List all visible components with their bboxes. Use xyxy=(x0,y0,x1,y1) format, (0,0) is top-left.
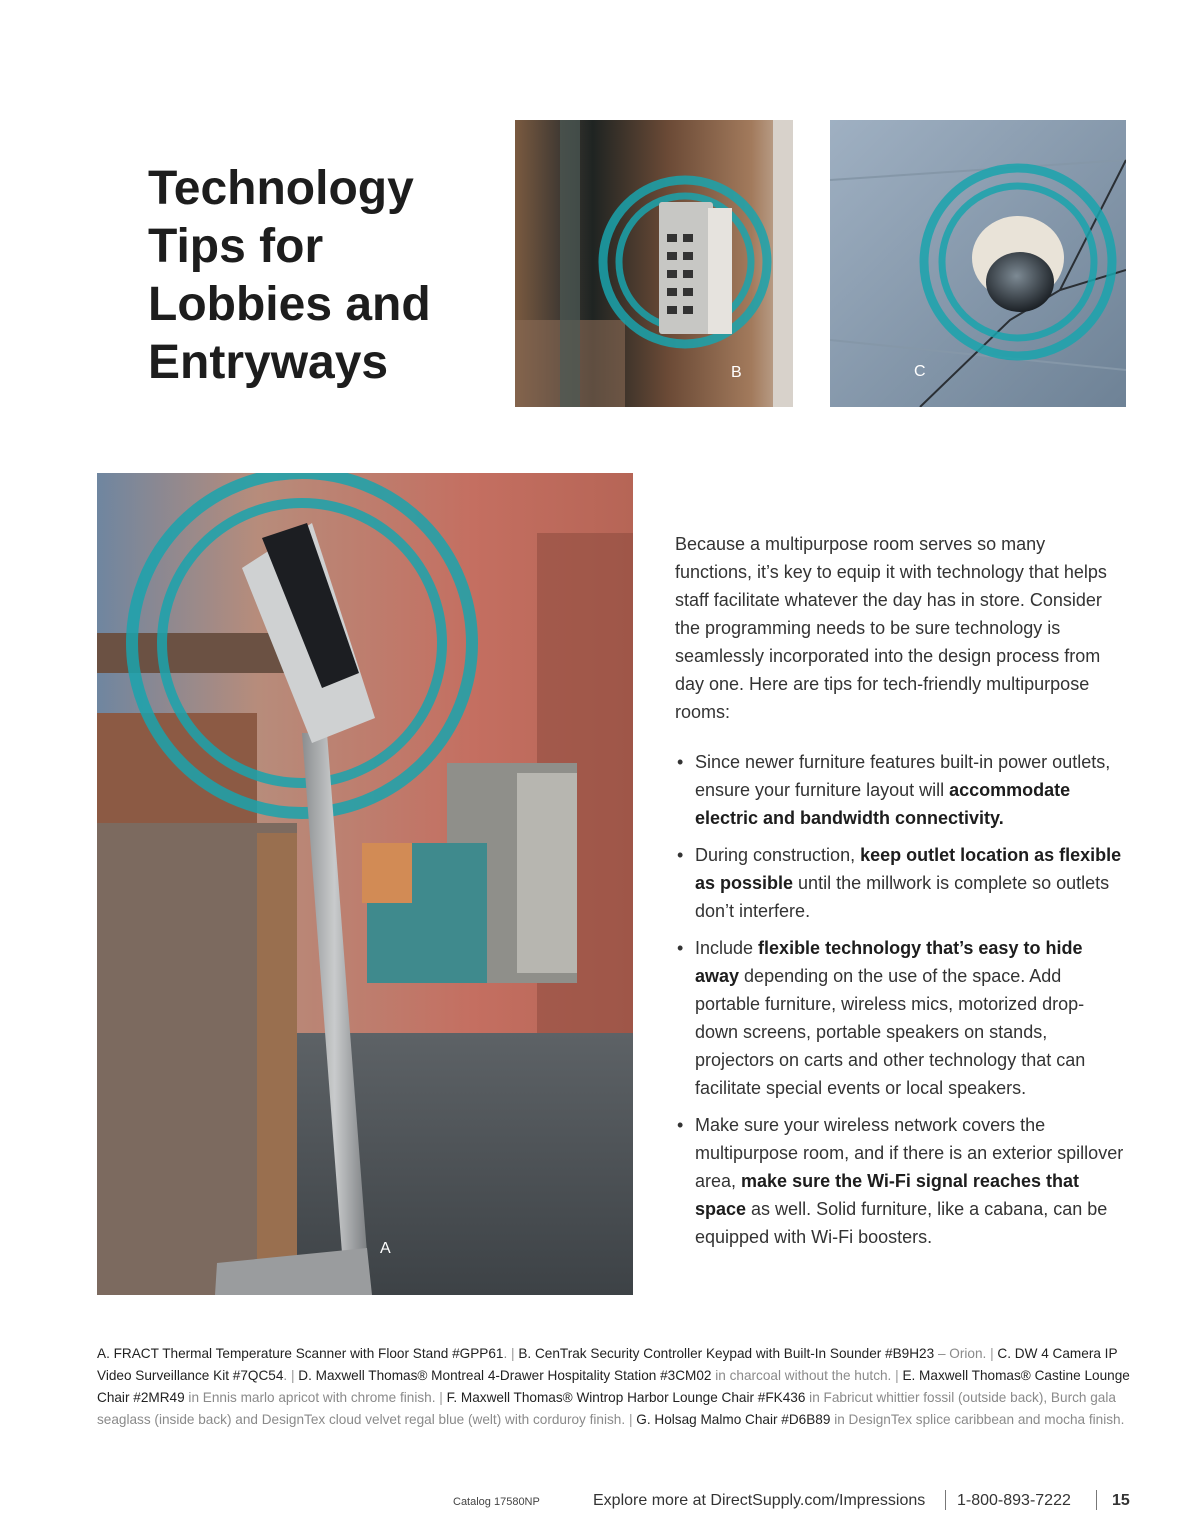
camera-photo xyxy=(830,120,1126,407)
caption-separator: | xyxy=(990,1346,994,1361)
footer-divider xyxy=(945,1490,946,1510)
caption-g-detail: in DesignTex splice caribbean and mocha finish. xyxy=(830,1412,1125,1427)
tip-text: as well. Solid furniture, like a cabana, can be equipped with Wi-Fi boosters. xyxy=(695,1199,1108,1247)
product-captions xyxy=(97,1343,1142,1431)
caption-g: G. Holsag Malmo Chair #D6B89 xyxy=(636,1412,831,1427)
tip-text: Make sure your wireless network covers the multipurpose room, and if there is an exterior spillover area, xyxy=(695,1115,1124,1191)
caption-separator: | xyxy=(628,1412,633,1427)
thermal-scanner-photo xyxy=(97,473,633,1295)
caption-a-detail: . xyxy=(503,1346,508,1361)
keypad-photo xyxy=(515,120,793,407)
caption-separator: | xyxy=(439,1390,443,1405)
title-line: Tips for xyxy=(148,220,324,273)
tip-item xyxy=(675,748,1125,832)
tip-text: depending on the use of the space. Add portable furniture, wireless mics, motorized drop-down screens, portable speakers on stands, projectors on carts and other technology that can facilitate special events or local speakers. xyxy=(695,966,1086,1098)
caption-separator: | xyxy=(290,1368,295,1383)
tip-item xyxy=(675,934,1125,1102)
caption-f: F. Maxwell Thomas® Wintrop Harbor Lounge Chair #FK436 xyxy=(446,1390,806,1405)
intro-paragraph: Because a multipurpose room serves so many functions, it’s key to equip it with technology that helps staff facilitate whatever the day has in store. Consider the programming needs to be sure technology is seamlessly incorporated into the design process from day one. Here are tips for tech-friendly multipurpose rooms: xyxy=(675,534,1107,722)
caption-b-detail: – Orion. xyxy=(934,1346,987,1361)
tip-text: Include xyxy=(695,938,759,958)
tip-item xyxy=(675,1111,1125,1251)
caption-b: B. CenTrak Security Controller Keypad with Built-In Sounder #B9H23 xyxy=(518,1346,935,1361)
tip-emphasis: flexible technology that’s easy to hide away xyxy=(695,938,1083,986)
photo-label-c: C xyxy=(914,363,926,380)
tip-text: Since newer furniture features built-in power outlets, ensure your furniture layout will xyxy=(695,752,1111,800)
page-number: 15 xyxy=(1112,1492,1130,1509)
photo-label-b: B xyxy=(731,364,742,381)
caption-c-detail: . xyxy=(283,1368,288,1383)
phone-number[interactable]: 1-800-893-7222 xyxy=(957,1492,1071,1509)
tip-emphasis: accommodate electric and bandwidth connectivity. xyxy=(695,780,1071,828)
page-footer xyxy=(0,1488,1200,1514)
caption-a: A. FRACT Thermal Temperature Scanner with Floor Stand #GPP61 xyxy=(97,1346,504,1361)
tips-list xyxy=(675,748,1125,1251)
tip-emphasis: make sure the Wi-Fi signal reaches that space xyxy=(695,1171,1079,1219)
keypad-illustration xyxy=(515,120,793,407)
caption-separator: | xyxy=(895,1368,899,1383)
page-title xyxy=(148,160,478,392)
caption-separator: | xyxy=(511,1346,515,1361)
website-link[interactable]: Explore more at DirectSupply.com/Impressions xyxy=(593,1492,926,1509)
title-line: Entryways xyxy=(148,336,389,389)
photo-label-a: A xyxy=(380,1240,391,1257)
title-line: Lobbies and xyxy=(148,278,431,331)
scanner-illustration xyxy=(97,473,633,1295)
caption-f-detail: in Fabricut whittier fossil (outside back), Burch gala seaglass (inside back) and DesignTex cloud velvet regal blue (welt) with corduroy finish. xyxy=(97,1390,1116,1427)
camera-illustration xyxy=(830,120,1126,407)
caption-e: E. Maxwell Thomas® Castine Lounge Chair #2MR49 xyxy=(97,1368,1130,1405)
caption-c: C. DW 4 Camera IP Video Surveillance Kit #7QC54 xyxy=(97,1346,1118,1383)
article-body xyxy=(675,530,1125,1260)
tip-item xyxy=(675,841,1125,925)
tip-emphasis: keep outlet location as flexible as possible xyxy=(695,845,1122,893)
tip-text: until the millwork is complete so outlets don’t interfere. xyxy=(695,873,1110,921)
caption-d: D. Maxwell Thomas® Montreal 4-Drawer Hospitality Station #3CM02 xyxy=(298,1368,712,1383)
caption-d-detail: in charcoal without the hutch. xyxy=(711,1368,892,1383)
tip-text: During construction, xyxy=(695,845,861,865)
catalog-number: Catalog 17580NP xyxy=(453,1496,540,1508)
footer-divider xyxy=(1096,1490,1097,1510)
caption-e-detail: in Ennis marlo apricot with chrome finish. xyxy=(184,1390,436,1405)
title-line: Technology xyxy=(148,162,414,215)
